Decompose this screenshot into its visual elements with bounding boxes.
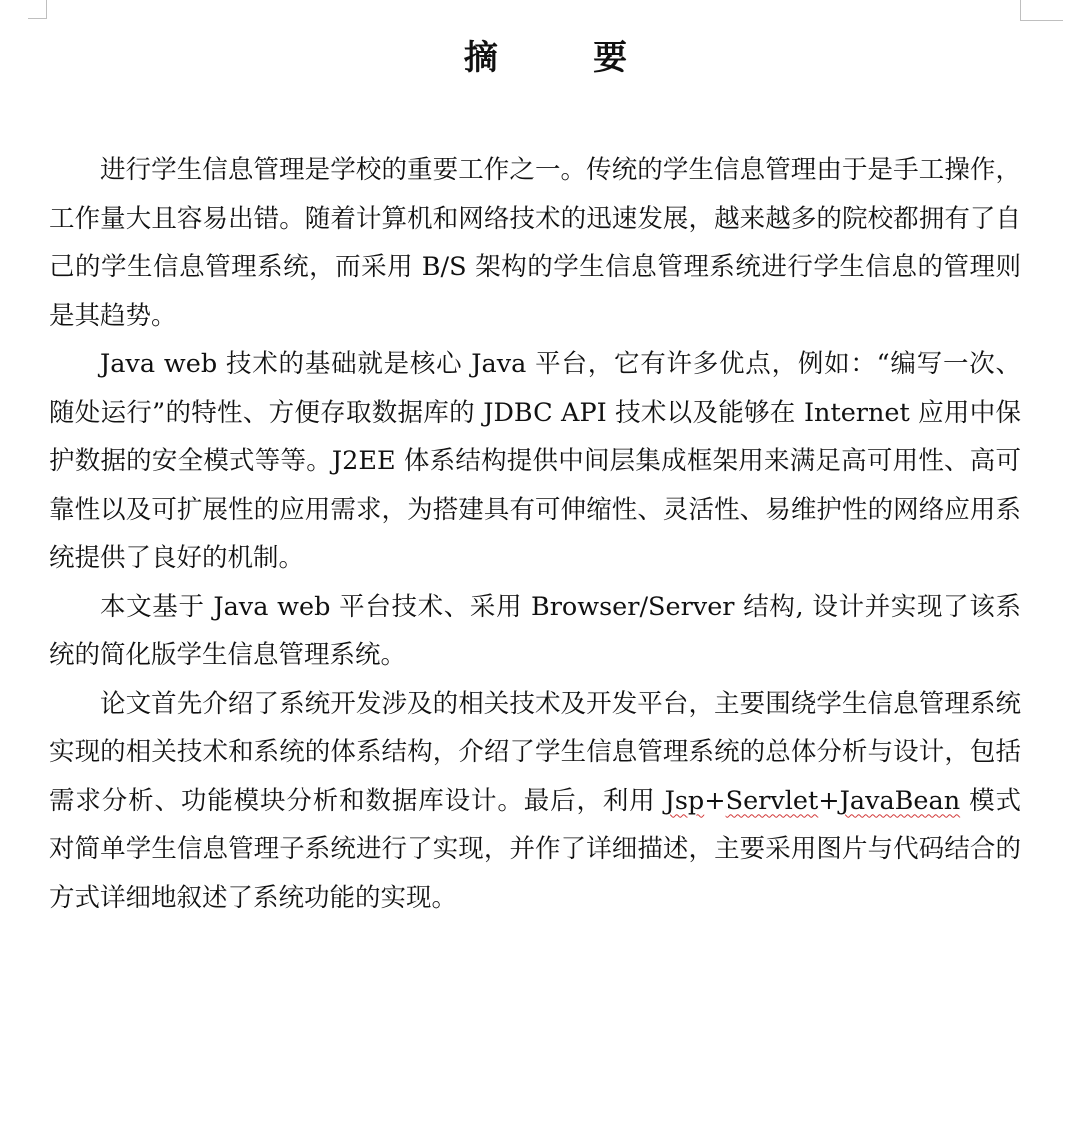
spellcheck-term-jsp: Jsp (664, 785, 705, 816)
plus-sign: + (818, 785, 840, 816)
abstract-body (49, 146, 1021, 922)
paragraph-1: 进行学生信息管理是学校的重要工作之一。传统的学生信息管理由于是手工操作，工作量大且容易出错。随着计算机和网络技术的迅速发展，越来越多的院校都拥有了自己的学生信息管理系统，而采用 B/S 架构的学生信息管理系统进行学生信息的管理则是其趋势。 (49, 155, 1021, 331)
paragraph-4 (49, 680, 1021, 923)
spellcheck-term-javabean: JavaBean (839, 785, 961, 816)
crop-mark-top-right (1020, 0, 1063, 21)
crop-mark-top-left (28, 0, 47, 19)
paragraph-3: 本文基于 Java web 平台技术、采用 Browser/Server 结构, 设计并实现了该系统的简化版学生信息管理系统。 (49, 591, 1021, 670)
paragraph-4-text-after: 模式对简单学生信息管理子系统进行了实现，并作了详细描述，主要采用图片与代码结合的方式详细地叙述了系统功能的实现。 (49, 785, 1021, 913)
paragraph-4-text-before: 论文首先介绍了系统开发涉及的相关技术及开发平台，主要围绕学生信息管理系统实现的相关技术和系统的体系结构，介绍了学生信息管理系统的总体分析与设计，包括需求分析、功能模块分析和数据库设计。最后，利用 (49, 688, 1021, 816)
page-title: 摘 要 (463, 38, 658, 78)
paragraph-2: Java web 技术的基础就是核心 Java 平台，它有许多优点，例如：“编写一次、随处运行”的特性、方便存取数据库的 JDBC API 技术以及能够在 Internet 应用中保护数据的安全模式等等。J2EE 体系结构提供中间层集成框架用来满足高可用性、高可靠性以及可扩展性的应用需求，为搭建具有可伸缩性、灵活性、易维护性的网络应用系统提供了良好的机制。 (49, 349, 1021, 573)
plus-sign: + (704, 785, 726, 816)
spellcheck-term-servlet: Servlet (725, 785, 819, 816)
